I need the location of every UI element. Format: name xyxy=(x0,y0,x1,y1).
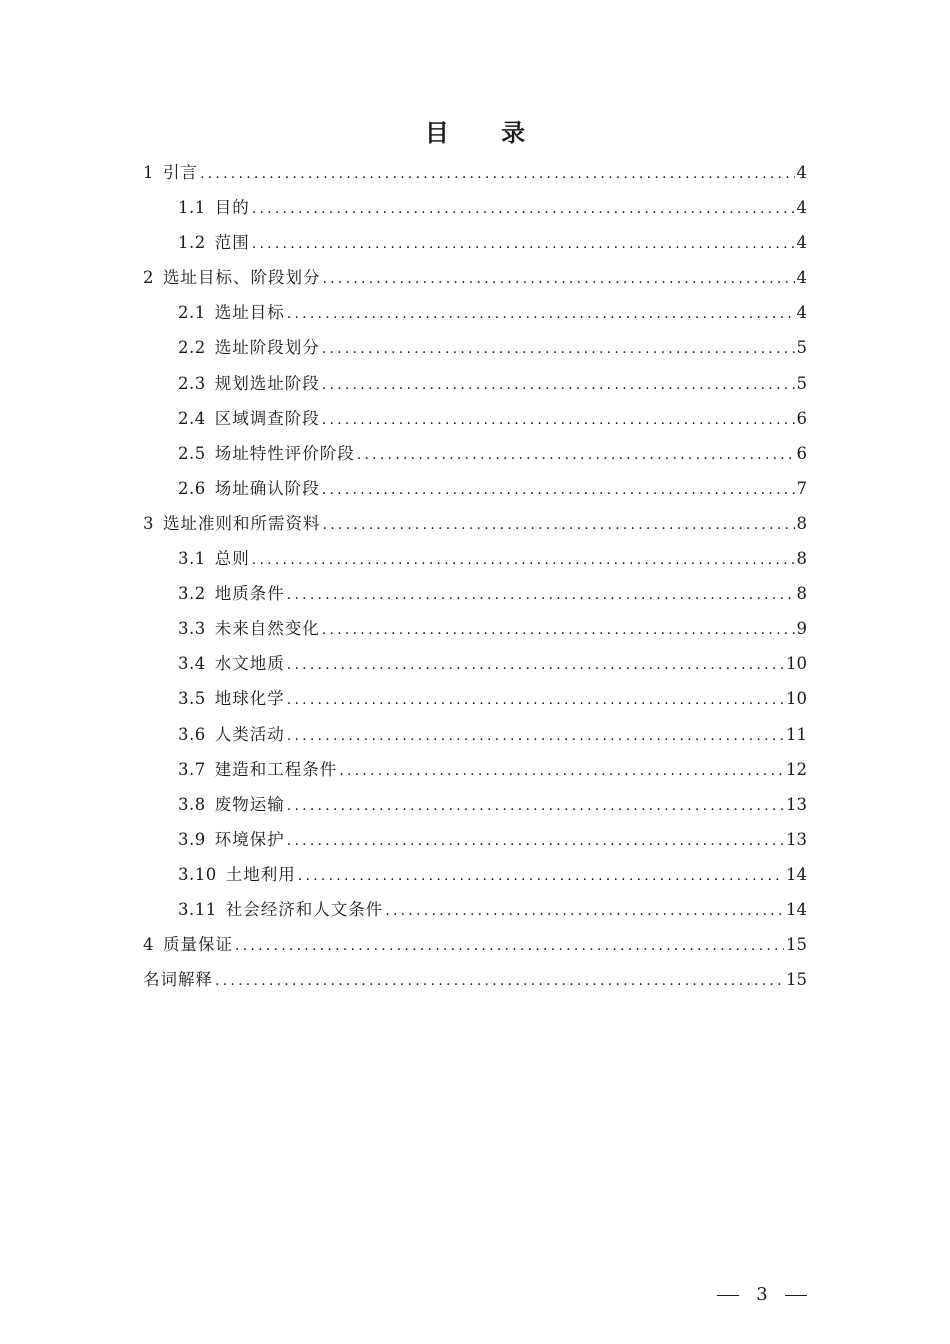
toc-entry-number: 2.3 xyxy=(178,373,206,393)
toc-dot-leader xyxy=(287,787,784,824)
toc-entry-title: 水文地质 xyxy=(214,654,285,674)
toc-entry-title: 场址确认阶段 xyxy=(214,478,320,498)
page-number: 3 xyxy=(756,1284,768,1305)
toc-entry-page: 8 xyxy=(796,513,807,533)
toc-entry-number: 3 xyxy=(143,513,154,533)
toc-dot-leader xyxy=(252,225,795,262)
toc-entry[interactable] xyxy=(143,190,807,225)
toc-dot-leader xyxy=(322,401,795,438)
toc-entry-number: 3.7 xyxy=(178,759,206,779)
toc-entry-number: 3.4 xyxy=(178,654,206,674)
toc-entry-title: 选址准则和所需资料 xyxy=(163,513,321,533)
toc-dot-leader xyxy=(252,541,795,578)
toc-entry[interactable] xyxy=(143,927,807,962)
toc-entry[interactable] xyxy=(143,155,807,190)
toc-dot-leader xyxy=(287,646,784,683)
table-of-contents xyxy=(143,155,807,997)
toc-entry-title: 选址目标、阶段划分 xyxy=(163,268,321,288)
toc-entry-title: 范围 xyxy=(214,233,250,253)
toc-entry-title: 引言 xyxy=(163,163,198,182)
toc-entry-title: 总则 xyxy=(214,549,250,569)
toc-dot-leader xyxy=(287,681,784,718)
toc-entry[interactable] xyxy=(143,681,807,716)
toc-entry[interactable] xyxy=(143,752,807,787)
toc-entry-page: 13 xyxy=(786,794,807,814)
toc-dot-leader xyxy=(357,436,795,473)
toc-entry-title: 废物运输 xyxy=(214,794,285,814)
toc-dot-leader xyxy=(298,857,784,894)
toc-entry[interactable] xyxy=(143,401,807,436)
toc-dot-leader xyxy=(287,576,795,613)
toc-entry-page: 6 xyxy=(796,408,807,428)
toc-dot-leader xyxy=(235,927,784,964)
toc-entry[interactable] xyxy=(143,787,807,822)
toc-dot-leader xyxy=(215,962,784,999)
toc-entry-title: 选址阶段划分 xyxy=(214,338,320,358)
toc-entry-title: 场址特性评价阶段 xyxy=(214,443,355,463)
toc-dot-leader xyxy=(200,155,795,192)
toc-entry[interactable] xyxy=(143,330,807,365)
toc-entry-number: 3.9 xyxy=(178,829,206,849)
toc-entry-title: 环境保护 xyxy=(214,829,285,849)
toc-entry-number: 4 xyxy=(143,935,154,955)
toc-entry-page: 12 xyxy=(786,759,807,779)
toc-entry-title: 土地利用 xyxy=(225,864,296,884)
footer-dash-right xyxy=(785,1295,807,1296)
toc-entry-page: 14 xyxy=(786,864,807,884)
toc-dot-leader xyxy=(287,717,784,754)
toc-dot-leader xyxy=(323,506,795,543)
toc-entry[interactable] xyxy=(143,646,807,681)
toc-entry-title: 区域调查阶段 xyxy=(214,408,320,428)
toc-entry-number: 3.1 xyxy=(178,549,206,569)
toc-entry[interactable] xyxy=(143,506,807,541)
toc-entry-page: 13 xyxy=(786,829,807,849)
toc-entry-title: 未来自然变化 xyxy=(214,619,320,639)
toc-entry-page: 15 xyxy=(786,970,807,990)
toc-entry-number: 3.8 xyxy=(178,794,206,814)
toc-entry-page: 11 xyxy=(786,724,807,744)
toc-entry-page: 8 xyxy=(796,549,807,569)
toc-entry-page: 10 xyxy=(786,654,807,674)
toc-entry-title: 社会经济和人文条件 xyxy=(225,899,384,919)
toc-entry-title: 地球化学 xyxy=(214,689,285,709)
toc-entry[interactable] xyxy=(143,260,807,295)
toc-entry-number: 1.1 xyxy=(178,198,206,218)
toc-entry-number: 3.3 xyxy=(178,619,206,639)
toc-entry-page: 8 xyxy=(796,584,807,604)
toc-dot-leader xyxy=(385,892,784,929)
toc-entry-page: 4 xyxy=(796,198,807,218)
toc-dot-leader xyxy=(287,295,795,332)
toc-entry-number: 3.11 xyxy=(178,899,217,919)
toc-entry-number: 2.1 xyxy=(178,303,206,323)
toc-entry-title: 规划选址阶段 xyxy=(214,373,320,393)
toc-dot-leader xyxy=(322,611,795,648)
toc-dot-leader xyxy=(323,260,795,297)
toc-entry-page: 10 xyxy=(786,689,807,709)
toc-entry[interactable] xyxy=(143,822,807,857)
toc-entry-page: 4 xyxy=(796,303,807,323)
toc-dot-leader xyxy=(287,822,784,859)
toc-entry-number: 2 xyxy=(143,268,154,288)
toc-entry[interactable] xyxy=(143,366,807,401)
toc-entry-page: 4 xyxy=(796,233,807,253)
toc-entry[interactable] xyxy=(143,717,807,752)
toc-dot-leader xyxy=(322,330,795,367)
toc-entry-title: 人类活动 xyxy=(214,724,285,744)
toc-entry[interactable] xyxy=(143,857,807,892)
toc-entry-title: 目的 xyxy=(214,198,250,218)
toc-entry-number: 2.5 xyxy=(178,443,206,463)
toc-entry[interactable] xyxy=(143,471,807,506)
toc-entry-number: 1.2 xyxy=(178,233,206,253)
toc-entry-number: 2.4 xyxy=(178,408,206,428)
toc-entry-number: 2.2 xyxy=(178,338,206,358)
toc-entry-number: 3.10 xyxy=(178,864,217,884)
toc-entry-number: 3.5 xyxy=(178,689,206,709)
toc-entry-number: 1 xyxy=(143,163,154,182)
toc-entry-page: 14 xyxy=(786,899,807,919)
toc-entry[interactable] xyxy=(143,436,807,471)
toc-entry[interactable] xyxy=(143,962,807,997)
toc-entry-number: 3.2 xyxy=(178,584,206,604)
page-title: 目 录 xyxy=(424,118,548,147)
toc-entry-title: 名词解释 xyxy=(143,970,213,990)
toc-entry-number: 2.6 xyxy=(178,478,206,498)
toc-entry-page: 15 xyxy=(786,935,807,955)
toc-entry-title: 建造和工程条件 xyxy=(214,759,338,779)
toc-entry-page: 5 xyxy=(796,373,807,393)
toc-entry-page: 4 xyxy=(796,268,807,288)
toc-entry-title: 选址目标 xyxy=(214,303,285,323)
toc-dot-leader xyxy=(322,471,795,508)
toc-entry[interactable] xyxy=(143,541,807,576)
toc-entry-page: 9 xyxy=(796,619,807,639)
toc-dot-leader xyxy=(339,752,784,789)
toc-entry-page: 4 xyxy=(796,163,807,182)
toc-entry[interactable] xyxy=(143,576,807,611)
toc-entry-title: 质量保证 xyxy=(163,935,233,955)
toc-entry[interactable] xyxy=(143,225,807,260)
toc-dot-leader xyxy=(322,366,795,403)
page-footer xyxy=(717,1280,807,1310)
toc-entry-page: 7 xyxy=(796,478,807,498)
toc-entry[interactable] xyxy=(143,295,807,330)
toc-entry[interactable] xyxy=(143,611,807,646)
toc-entry-title: 地质条件 xyxy=(214,584,285,604)
toc-entry-page: 5 xyxy=(796,338,807,358)
toc-entry[interactable] xyxy=(143,892,807,927)
toc-dot-leader xyxy=(252,190,795,227)
toc-entry-number: 3.6 xyxy=(178,724,206,744)
footer-dash-left xyxy=(717,1295,739,1296)
toc-entry-page: 6 xyxy=(796,443,807,463)
